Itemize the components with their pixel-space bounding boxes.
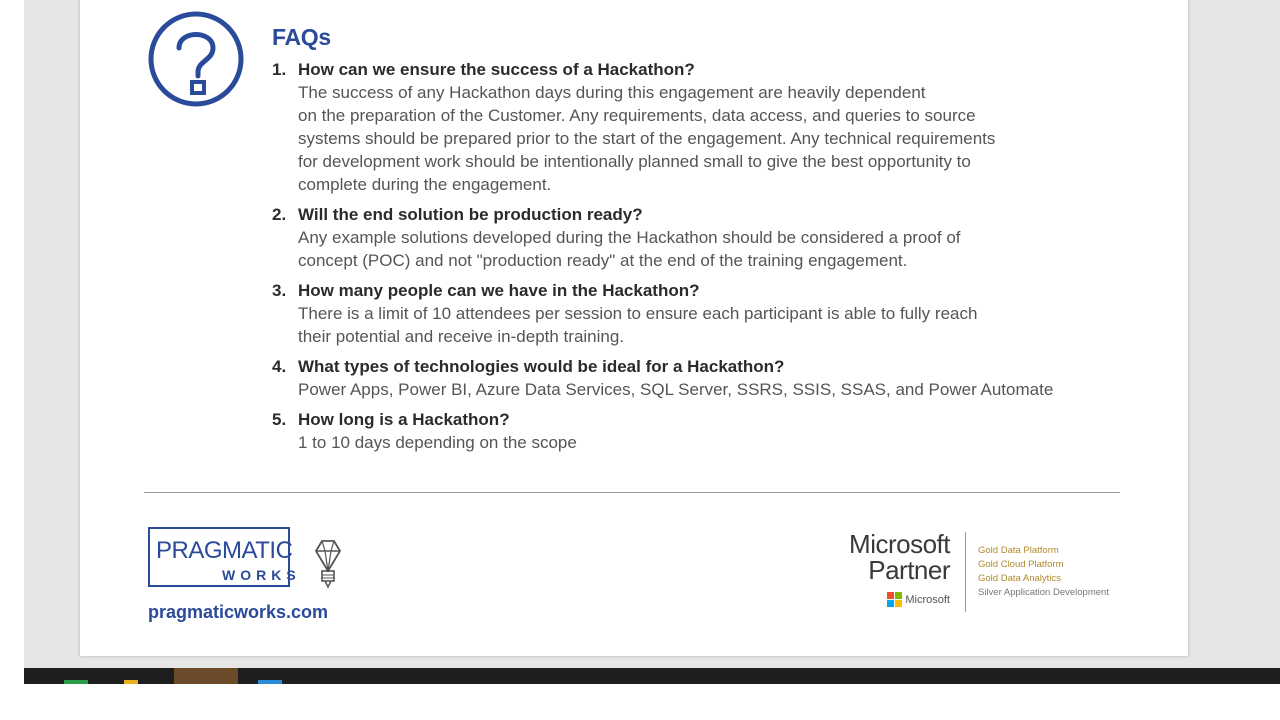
faq-number: 1. (272, 60, 287, 79)
microsoft-partner-badge (820, 530, 1120, 614)
competency: Gold Data Platform (978, 545, 1059, 556)
taskbar-app-icon[interactable] (258, 680, 282, 684)
faq-title: FAQs (272, 24, 331, 50)
question-circle-icon (146, 10, 246, 108)
taskbar-app-icon[interactable] (124, 680, 138, 684)
faq-item-3 (272, 279, 1152, 348)
faq-answer: There is a limit of 10 attendees per session to ensure each participant is able to fully reach their potential and receive in-depth training. (298, 304, 978, 346)
faq-question-text: How many people can we have in the Hackathon? (298, 281, 700, 300)
competency: Gold Data Analytics (978, 573, 1061, 584)
faq-list (272, 58, 1152, 461)
faq-question (272, 279, 1152, 302)
faq-item-4 (272, 355, 1152, 401)
faq-answer: The success of any Hackathon days during this engagement are heavily dependent on the preparation of the Customer. Any requirements, data access, and queries to source systems should be prepared prior to the start of the engagement. Any technical requirements for development work should be intentionally planned small to give the best opportunity to complete during the engagement. (298, 83, 996, 194)
competency: Silver Application Development (978, 587, 1109, 598)
ms-partner: Partner (868, 555, 950, 585)
ms-separator (965, 532, 966, 612)
faq-question-text: How long is a Hackathon? (298, 410, 510, 429)
ms-word: Microsoft (849, 529, 950, 559)
faq-question (272, 408, 1152, 431)
ms-small-text: Microsoft (905, 593, 950, 606)
faq-answer: Power Apps, Power BI, Azure Data Services, SQL Server, SSRS, SSIS, SSAS, and Power Automate (298, 380, 1054, 399)
ms-small-logo (887, 592, 950, 607)
pragmatic-works-logo (148, 527, 301, 587)
taskbar-active-app[interactable] (174, 668, 238, 684)
faq-answer: 1 to 10 days depending on the scope (298, 433, 577, 452)
faq-number: 4. (272, 357, 287, 376)
faq-item-1 (272, 58, 1152, 196)
faq-number: 2. (272, 205, 287, 224)
brand-name: PRAGMATIC (156, 537, 293, 564)
taskbar-app-icon[interactable] (64, 680, 88, 684)
faq-question-text: What types of technologies would be ideal for a Hackathon? (298, 357, 785, 376)
faq-answer: Any example solutions developed during the Hackathon should be considered a proof of concept (POC) and not "production ready" at the end of the training engagement. (298, 228, 961, 270)
footer-divider (144, 492, 1120, 493)
ms-competencies (978, 544, 1138, 600)
faq-question (272, 58, 1152, 81)
taskbar (24, 668, 1280, 684)
faq-number: 3. (272, 281, 287, 300)
faq-item-2 (272, 203, 1152, 272)
faq-number: 5. (272, 410, 287, 429)
company-url[interactable]: pragmaticworks.com (148, 602, 329, 622)
document-page (80, 0, 1188, 656)
competency: Gold Cloud Platform (978, 559, 1064, 570)
microsoft-logo-icon (887, 592, 902, 607)
lightbulb-gem-icon (312, 537, 344, 589)
faq-item-5 (272, 408, 1152, 454)
faq-question-text: Will the end solution be production ready? (298, 205, 643, 224)
faq-question (272, 203, 1152, 226)
faq-question-text: How can we ensure the success of a Hackathon? (298, 60, 695, 79)
brand-sub: WORKS (222, 567, 301, 583)
faq-question (272, 355, 1152, 378)
